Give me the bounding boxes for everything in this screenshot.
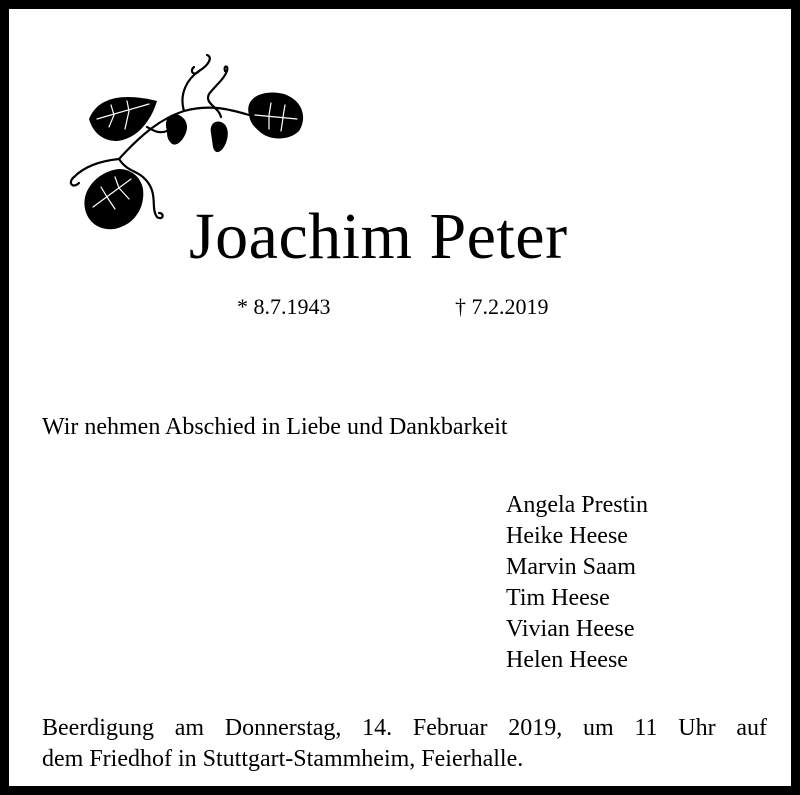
mourner-name: Tim Heese xyxy=(506,585,610,611)
funeral-info xyxy=(42,713,767,775)
funeral-info-line: dem Friedhof in Stuttgart-Stammheim, Feierhalle. xyxy=(42,746,524,772)
funeral-info-line: Beerdigung am Donnerstag, 14. Februar 2019, um 11 Uhr auf xyxy=(42,715,767,741)
mourner-name: Helen Heese xyxy=(506,647,628,673)
mourner-name: Angela Prestin xyxy=(506,492,648,518)
mourner-name: Marvin Saam xyxy=(506,554,636,580)
death-date: † 7.2.2019 xyxy=(455,294,549,319)
mourner-name: Heike Heese xyxy=(506,523,628,549)
deceased-name: Joachim Peter xyxy=(189,200,568,273)
mourners-list xyxy=(506,490,648,676)
farewell-text: Wir nehmen Abschied in Liebe und Dankbarkeit xyxy=(42,414,508,440)
birth-date: * 8.7.1943 xyxy=(237,294,331,319)
mourner-name: Vivian Heese xyxy=(506,616,635,642)
